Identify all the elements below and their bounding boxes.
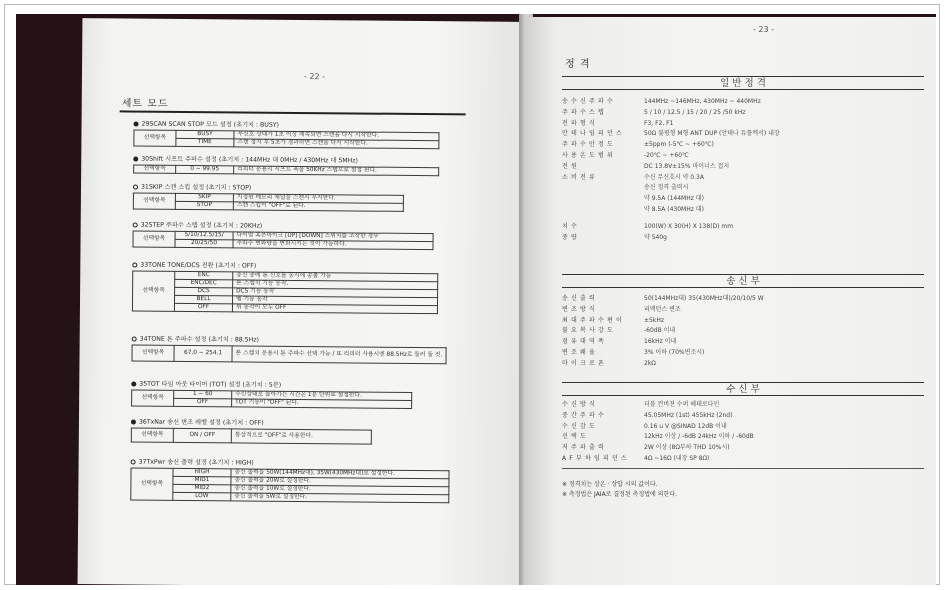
bullet-icon [131,381,136,386]
bullet-icon [132,262,137,267]
spec-row: 송수신주파수 144MHz ~146MHz, 430MHz ~ 440MHz [562,98,761,105]
footnotes [562,480,922,500]
footnote: ※ 측정법은 JAIA로 결정된 측정법에 의한다. [562,491,678,498]
option-desc: 리피터 운용시 시프트 폭을 50KHz 스텝으로 설정 된다. [234,166,439,176]
item-heading: 35TOT 타임 아웃 타이머 (TOT) 설정 (초기치 : 5분) [131,381,461,392]
option-table [131,428,372,445]
setting-item-32step [132,222,462,251]
item-heading: 37TxPwr 송신 출력 설정 (초기치 : HIGH) [131,459,461,470]
option-key: OFF [174,398,232,407]
spec-section-transmitter [562,274,924,370]
section-title-set-mode: 세트 모드 [121,98,169,110]
spec-section-title: 일 반 정 격 [562,76,924,90]
setting-item-33tone [132,262,462,315]
bullet-icon [131,459,136,464]
option-label: 선택항목 [133,231,175,247]
spec-row: 소비전류 수신 무신호시 약 0.3A [562,173,704,181]
spec-row: 변조왜율 3% 이하 (70%변조시) [562,348,705,356]
item-heading: 33TONE TONE/DCS 전환 (초기치 : OFF) [132,262,462,273]
item-heading: 32STEP 주파수 스텝 설정 (초기치 : 20KHz) [133,222,463,233]
spec-row: 약 9.5A (144MHz 대) [644,195,704,203]
option-key: 20/25/50 [175,239,233,248]
option-desc: 송신 출력을 20W로 설정한다. [231,477,449,487]
setting-item-37txpwr [130,459,460,504]
spec-row: 변조방식 리액턴스 변조 [562,305,681,313]
spec-row: 송신 정격 출력시 [644,184,689,192]
bullet-icon [132,336,137,341]
spec-row: 치수 100(W) X 30(H) X 138(D) mm [562,222,734,230]
spec-row: 수신감도 0.16 u V @SINAD 12dB 이내 [562,422,727,430]
option-table [133,130,439,150]
option-key: BELL [174,295,232,304]
option-label: 선택항목 [131,428,173,442]
title-rule [120,110,466,115]
option-key: ENC/DEC [175,279,233,288]
spec-row: 마이크로폰 2kΩ [562,359,656,367]
option-table [133,193,404,212]
spec-row: 안테나임피던스 50Ω 불평형 M형 ANT DUP (안테나 듀플렉서) 내장 [562,130,780,138]
option-desc: 송신 중에 톤 신호를 동시에 송출 가능 [233,272,438,282]
item-heading: 31SKIP 스캔 스킵 설정 (초기치 : STOP) [133,184,463,195]
page-number-right: - 23 - [753,25,775,34]
footnote: ※ 정격치는 상온 · 상압 시의 값이다. [562,481,658,488]
setting-item-36txnar [131,419,461,446]
setting-item-31skip [133,184,463,213]
option-desc: DCS 기능 동작 [233,288,438,298]
spec-row: 사용온도범위 -20℃ ~ +60℃ [562,151,689,159]
page-number-left: - 22 - [303,72,326,82]
option-key: TIME [176,138,234,147]
photo-frame [4,4,940,585]
right-page [525,17,936,585]
spec-row: 불요복사강도 -60dB 이내 [562,327,676,335]
option-table [131,390,412,409]
option-key: SKIP [175,193,233,202]
option-key: HIGH [173,468,231,477]
option-label: 선택항목 [132,390,174,406]
spec-row: AF부하임피던스 4Ω ~16Ω (내장 SP 8Ω) [562,454,710,462]
spec-section-general [562,76,924,243]
option-key: BUSY [176,130,234,139]
book-photo [16,14,936,585]
option-desc: 무신호 상태가 1초 이상 계속되면 스캔을 다시 시작한다. [234,131,439,141]
option-key: 0 ~ 99.95 [176,165,234,174]
setting-item-35tot [131,381,461,410]
left-page [78,18,527,585]
option-desc: 통상적으로 "OFF"로 사용한다. [231,429,371,444]
spec-section-title: 수 신 부 [562,382,924,396]
option-desc: 송신 출력을 5W로 설정한다. [231,493,449,503]
spec-row: 약 8.5A (430MHz 대) [644,205,704,213]
option-table [130,468,449,504]
spec-row: 최대주파수편이 ±5kHz [562,316,664,324]
bullet-icon [134,121,139,126]
spec-row: 수신방식 더블 컨버젼 수퍼 헤테로다인 [562,401,720,408]
option-label: 선택항목 [134,130,176,146]
option-desc: 톤 스켈치 운용시 톤 주파수 선택 가능 / 또 리피터 사용시엔 88.5Hz로 둘러 둘 것. [232,346,446,364]
option-key: STOP [175,201,233,210]
option-label: 선택항목 [133,193,175,209]
option-table [132,231,433,251]
option-label: 선택항목 [132,271,174,311]
spec-row: 전원 DC 13.8V±15% 마이너스 접지 [562,162,730,170]
item-heading: 29SCAN SCAN STOP 모드 설정 (초기치 : BUSY) [134,121,464,132]
option-label: 선택항목 [131,468,173,500]
option-key: DCS [175,287,233,296]
option-key: ENC [175,271,233,280]
spec-row: 점유대역폭 16kHz 이내 [562,338,677,346]
spec-row: 중간주파수 45.05MHz (1st) 455kHz (2nd) [562,411,733,419]
option-desc: 벨 기능 동작 [232,296,437,306]
spec-row: 저주파출력 2W 이상 (8Ω부하 THD 10%시) [562,444,730,452]
option-label: 선택항목 [134,165,176,173]
setting-item-34tone [131,336,461,365]
option-table [133,165,439,177]
option-label: 선택항목 [132,345,174,361]
spec-row: 중량 약 540g [562,233,667,241]
option-key: LOW [173,492,231,501]
option-key: 5/10/12.5/15/ [175,231,233,240]
bullet-icon [133,184,138,189]
option-desc: 스캔 정지 후 5초가 경과하면 스캔을 다시 시작한다. [234,139,439,149]
bullet-icon [133,222,138,227]
option-key: ON / OFF [173,428,231,443]
spec-row: 송신출력 50(144MHz대) 35(430MHz대)/20/10/5 W [562,295,764,302]
setting-item-30shift [133,156,463,177]
spec-section-receiver [562,382,924,469]
section-title-ratings: 정 격 [565,59,591,70]
spec-row: 선택도 12kHz 이상 / -6dB 24kHz 이하 / -60dB [562,433,754,441]
spec-row: 주파수안정도 ±5ppm (-5℃ ~ +60℃) [562,141,714,149]
option-desc: 다이얼 혹은마이크 [UP] [DOWN] 스위치를 조작한 경우 [233,232,433,242]
option-key: 1 ~ 60 [174,390,232,399]
spec-row: 전파형식 F3, F2, F1 [562,119,674,127]
option-table [131,345,446,365]
option-desc: 위 동작이 모두 OFF [232,304,437,314]
option-key: MID2 [173,484,231,493]
option-desc: 송신 출력을 10W로 설정한다. [231,485,449,495]
option-key: 67.0 ~ 254.1 [174,345,232,362]
option-desc: TOT 기능이 "OFF" 된다. [232,399,412,409]
spec-row: 주파수스텝 5 / 10 / 12.5 / 15 / 20 / 25 /50 kHz [562,108,746,116]
bullet-icon [133,156,138,161]
option-desc: 스캔 스킵이 "OFF"로 된다. [233,202,403,211]
option-desc: 주파수 변화량을 변화시키는 것이 가능하다. [233,240,433,250]
bullet-icon [131,419,136,424]
option-desc: 지정된 메모리 채널을 스캔시 무시한다. [233,194,403,203]
option-table [132,271,438,315]
option-key: OFF [174,303,232,312]
option-desc: 송신 출력을 50W(144MHz대), 35W(430MHz대)로 설정한다. [231,469,449,479]
option-desc: 톤 스켈치 기능 동작. [233,280,438,290]
spec-section-title: 송 신 부 [562,274,924,288]
item-heading: 34TONE 톤 주파수 설정 (초기치 : 88.5Hz) [132,336,462,347]
option-desc: 수신상태로 돌아가는 시간은 1분 단위로 설정한다. [232,391,412,401]
item-heading: 30Shift 시프트 주파수 설정 (초기치 : 144MHz 대 0MHz / 430MHz 대 5MHz) [133,156,463,167]
option-key: MID1 [173,476,231,485]
item-heading: 36TxNar 송신 변조 레벨 설정 (초기치 : OFF) [131,419,461,430]
setting-item-29scan [133,121,463,150]
